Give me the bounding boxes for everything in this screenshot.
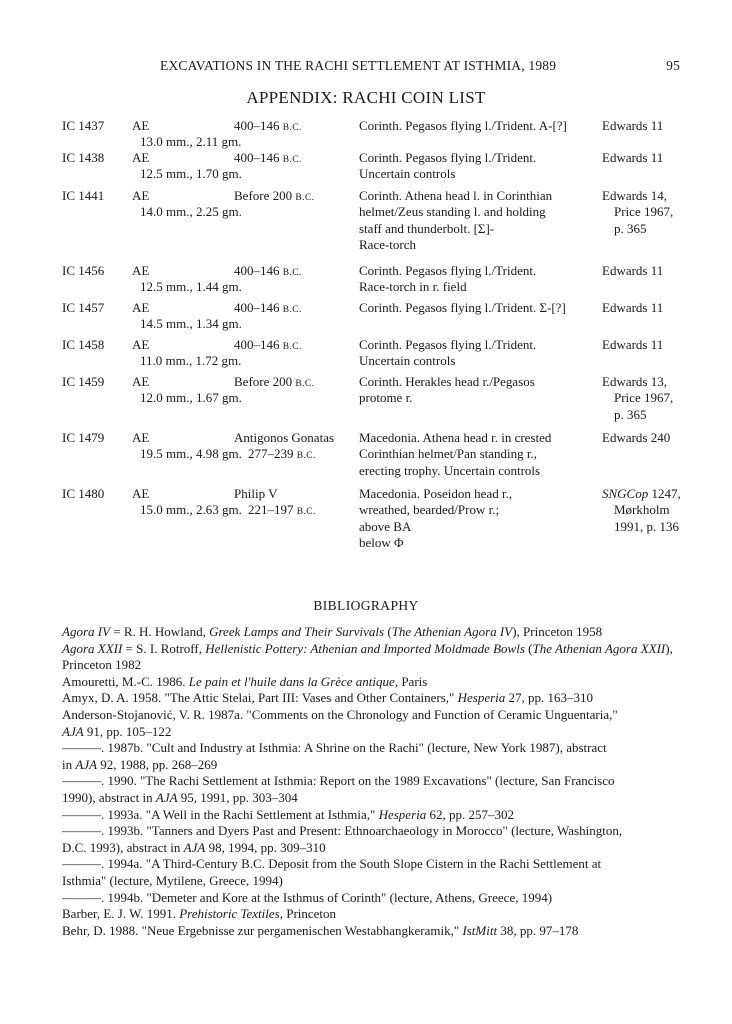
coin-reference-line: Edwards 11 bbox=[602, 150, 664, 165]
coin-id: IC 1458 bbox=[62, 337, 105, 352]
coin-description-line: Corinthian helmet/Pan standing r., bbox=[359, 446, 538, 462]
page-number: 95 bbox=[666, 58, 680, 73]
bibliography-entry bbox=[62, 707, 682, 740]
coin-description-line: Corinth. Pegasos flying l./Trident. bbox=[359, 150, 537, 165]
coin-date-line: 400–146 B.C. bbox=[234, 118, 302, 133]
coin-description bbox=[359, 188, 599, 254]
coin-reference-line: Mørkholm bbox=[614, 502, 670, 518]
bibliography-entry bbox=[62, 923, 682, 940]
coin-description-line: above BA bbox=[359, 518, 412, 534]
coin-date-line: Before 200 B.C. bbox=[234, 374, 315, 389]
coin-description bbox=[359, 263, 599, 296]
coin-description-line: Race-torch in r. field bbox=[359, 279, 467, 295]
bibliography-entry bbox=[62, 740, 682, 773]
coin-description-line: wreathed, bearded/Prow r.; bbox=[359, 502, 500, 518]
coin-metal: AE bbox=[132, 486, 150, 501]
coin-metal: AE bbox=[132, 430, 150, 445]
coin-measurement: 13.0 mm., 2.11 gm. bbox=[140, 134, 242, 150]
coin-date-line: Philip V bbox=[234, 486, 278, 501]
running-head-title: EXCAVATIONS IN THE RACHI SETTLEMENT AT ISTHMIA, 1989 bbox=[160, 58, 557, 73]
coin-metal: AE bbox=[132, 150, 150, 165]
coin-id: IC 1480 bbox=[62, 486, 105, 501]
coin-description-line: helmet/Zeus standing l. and holding bbox=[359, 204, 546, 220]
coin-reference-line: Edwards 240 bbox=[602, 430, 671, 445]
bibliography-line: Agora IV = R. H. Howland, Greek Lamps and Their Survivals (The Athenian Agora IV), Princeton 1958 bbox=[62, 624, 603, 639]
coin-metal: AE bbox=[132, 300, 150, 315]
coin-description-line: Corinth. Pegasos flying l./Trident. bbox=[359, 263, 537, 278]
bibliography-entry bbox=[62, 823, 682, 856]
bibliography-entry bbox=[62, 641, 682, 674]
bibliography-entry bbox=[62, 890, 682, 907]
coin-metal: AE bbox=[132, 374, 150, 389]
coin-measurement: 12.0 mm., 1.67 gm. bbox=[140, 390, 242, 406]
bibliography-line: ———. 1990. "The Rachi Settlement at Isthmia: Report on the 1989 Excavations" (lecture, San Francisco bbox=[62, 773, 615, 789]
bibliography-line: Princeton 1982 bbox=[62, 657, 142, 673]
coin-description-line: staff and thunderbolt. [Σ]- bbox=[359, 220, 495, 236]
coin-reference bbox=[602, 118, 692, 134]
coin-reference-line: Edwards 11 bbox=[602, 300, 664, 315]
coin-measurement: 15.0 mm., 2.63 gm. bbox=[140, 502, 242, 518]
bibliography-line: ———. 1987b. "Cult and Industry at Isthmia: A Shrine on the Rachi" (lecture, New York 1987), abstract bbox=[62, 740, 607, 756]
bibliography-line: Barber, E. J. W. 1991. Prehistoric Textiles, Princeton bbox=[62, 906, 337, 922]
coin-measurement: 12.5 mm., 1.44 gm. bbox=[140, 279, 242, 295]
coin-date-line: 400–146 B.C. bbox=[234, 150, 302, 165]
bibliography-line: in AJA 92, 1988, pp. 268–269 bbox=[62, 756, 218, 772]
coin-reference bbox=[602, 337, 692, 353]
bibliography-line: ———. 1993a. "A Well in the Rachi Settlement at Isthmia," Hesperia 62, pp. 257–302 bbox=[62, 806, 515, 822]
coin-reference-line: Edwards 11 bbox=[602, 118, 664, 133]
coin-reference-line: Price 1967, bbox=[614, 390, 674, 406]
bibliography-entry bbox=[62, 624, 682, 641]
coin-measurement: 19.5 mm., 4.98 gm. bbox=[140, 446, 242, 462]
coin-id: IC 1437 bbox=[62, 118, 105, 133]
bibliography-line: Behr, D. 1988. "Neue Ergebnisse zur pergamenischen Westabhangkeramik," IstMitt 38, pp. 97–178 bbox=[62, 922, 579, 938]
bibliography-entry bbox=[62, 674, 682, 691]
coin-metal: AE bbox=[132, 337, 150, 352]
coin-measurement: 11.0 mm., 1.72 gm. bbox=[140, 353, 242, 369]
coin-metal: AE bbox=[132, 118, 150, 133]
coin-id: IC 1438 bbox=[62, 150, 105, 165]
bibliography-heading: BIBLIOGRAPHY bbox=[313, 598, 419, 613]
coin-description-line: erecting trophy. Uncertain controls bbox=[359, 462, 541, 478]
bibliography-line: Amouretti, M.-C. 1986. Le pain et l'huile dans la Grèce antique, Paris bbox=[62, 673, 428, 689]
bibliography-line: 1990), abstract in AJA 95, 1991, pp. 303–304 bbox=[62, 789, 298, 805]
coin-date-line: Before 200 B.C. bbox=[234, 188, 315, 203]
coin-reference-line: p. 365 bbox=[614, 220, 647, 236]
coin-id: IC 1441 bbox=[62, 188, 105, 203]
coin-description bbox=[359, 430, 599, 479]
coin-reference bbox=[602, 486, 692, 535]
coin-date-line: 400–146 B.C. bbox=[234, 300, 302, 315]
coin-reference-line: Edwards 14, bbox=[602, 188, 667, 203]
bibliography-line: ———. 1994a. "A Third-Century B.C. Deposit from the South Slope Cistern in the Rachi Settlement at bbox=[62, 856, 602, 872]
coin-description-line: Corinth. Pegasos flying l./Trident. bbox=[359, 337, 537, 352]
coin-description bbox=[359, 150, 599, 183]
coin-measurement: 14.0 mm., 2.25 gm. bbox=[140, 204, 242, 220]
coin-reference-line: 1991, p. 136 bbox=[614, 518, 679, 534]
coin-date-line: 277–239 B.C. bbox=[248, 446, 316, 462]
coin-date bbox=[234, 118, 354, 136]
coin-date-line: 400–146 B.C. bbox=[234, 337, 302, 352]
coin-reference-line: Edwards 11 bbox=[602, 263, 664, 278]
appendix-title: APPENDIX: RACHI COIN LIST bbox=[246, 88, 486, 107]
coin-measurement: 12.5 mm., 1.70 gm. bbox=[140, 166, 242, 182]
coin-date-line: 221–197 B.C. bbox=[248, 502, 316, 518]
coin-date bbox=[234, 263, 354, 281]
coin-date-line: Antigonos Gonatas bbox=[234, 430, 335, 445]
bibliography-line: Isthmia" (lecture, Mytilene, Greece, 1994) bbox=[62, 872, 283, 888]
bibliography-line: AJA 91, pp. 105–122 bbox=[62, 723, 172, 739]
bibliography-line: Agora XXII = S. I. Rotroff, Hellenistic Pottery: Athenian and Imported Moldmade Bowls (The Athenian Agora XXII), bbox=[62, 640, 673, 656]
bibliography-entry bbox=[62, 773, 682, 806]
coin-description-line: Macedonia. Athena head r. in crested bbox=[359, 430, 552, 445]
coin-description bbox=[359, 118, 599, 134]
coin-reference-line: p. 365 bbox=[614, 406, 647, 422]
coin-reference-line: Edwards 13, bbox=[602, 374, 667, 389]
coin-reference-line: Edwards 11 bbox=[602, 337, 664, 352]
coin-date bbox=[234, 430, 354, 465]
coin-description-line: protome r. bbox=[359, 390, 413, 406]
coin-date bbox=[234, 188, 354, 206]
coin-reference-line: Price 1967, bbox=[614, 204, 674, 220]
coin-date bbox=[234, 486, 354, 521]
coin-description-line: Corinth. Pegasos flying l./Trident. A-[?] bbox=[359, 118, 567, 133]
bibliography-line: Anderson-Stojanović, V. R. 1987a. "Comments on the Chronology and Function of Ceramic Unguentaria," bbox=[62, 706, 618, 722]
coin-reference bbox=[602, 430, 692, 446]
coin-date-line: 400–146 B.C. bbox=[234, 263, 302, 278]
coin-reference bbox=[602, 374, 692, 423]
coin-description-line: Macedonia. Poseidon head r., bbox=[359, 486, 513, 501]
coin-id: IC 1479 bbox=[62, 430, 105, 445]
coin-description-line: Corinth. Herakles head r./Pegasos bbox=[359, 374, 535, 389]
coin-description bbox=[359, 374, 599, 407]
bibliography-entry bbox=[62, 690, 682, 707]
coin-reference bbox=[602, 150, 692, 166]
coin-description-line: below Φ bbox=[359, 535, 404, 551]
coin-reference bbox=[602, 188, 692, 237]
coin-description-line: Corinth. Athena head l. in Corinthian bbox=[359, 188, 553, 203]
coin-id: IC 1459 bbox=[62, 374, 105, 389]
coin-reference bbox=[602, 263, 692, 279]
coin-reference bbox=[602, 300, 692, 316]
bibliography-line: D.C. 1993), abstract in AJA 98, 1994, pp. 309–310 bbox=[62, 839, 326, 855]
coin-id: IC 1456 bbox=[62, 263, 105, 278]
coin-description bbox=[359, 486, 599, 552]
coin-description-line: Uncertain controls bbox=[359, 166, 456, 182]
coin-metal: AE bbox=[132, 263, 150, 278]
bibliography-line: ———. 1993b. "Tanners and Dyers Past and Present: Ethnoarchaeology in Morocco" (lecture, Washington, bbox=[62, 823, 623, 839]
coin-measurement: 14.5 mm., 1.34 gm. bbox=[140, 316, 242, 332]
coin-description-line: Corinth. Pegasos flying l./Trident. Σ-[?] bbox=[359, 300, 566, 315]
coin-reference-line: SNGCop 1247, bbox=[602, 486, 681, 501]
coin-metal: AE bbox=[132, 188, 150, 203]
coin-date bbox=[234, 374, 354, 392]
coin-date bbox=[234, 337, 354, 355]
coin-description bbox=[359, 337, 599, 370]
coin-date bbox=[234, 300, 354, 318]
bibliography-entry bbox=[62, 807, 682, 824]
coin-id: IC 1457 bbox=[62, 300, 105, 315]
coin-date bbox=[234, 150, 354, 168]
bibliography-line: ———. 1994b. "Demeter and Kore at the Isthmus of Corinth" (lecture, Athens, Greece, 1994) bbox=[62, 889, 553, 905]
coin-description-line: Race-torch bbox=[359, 237, 417, 253]
coin-description bbox=[359, 300, 599, 316]
bibliography-line: Amyx, D. A. 1958. "The Attic Stelai, Part III: Vases and Other Containers," Hesperia 27, pp. 163–310 bbox=[62, 690, 594, 706]
bibliography-list bbox=[62, 624, 682, 939]
coin-description-line: Uncertain controls bbox=[359, 353, 456, 369]
bibliography-entry bbox=[62, 906, 682, 923]
bibliography-entry bbox=[62, 856, 682, 889]
